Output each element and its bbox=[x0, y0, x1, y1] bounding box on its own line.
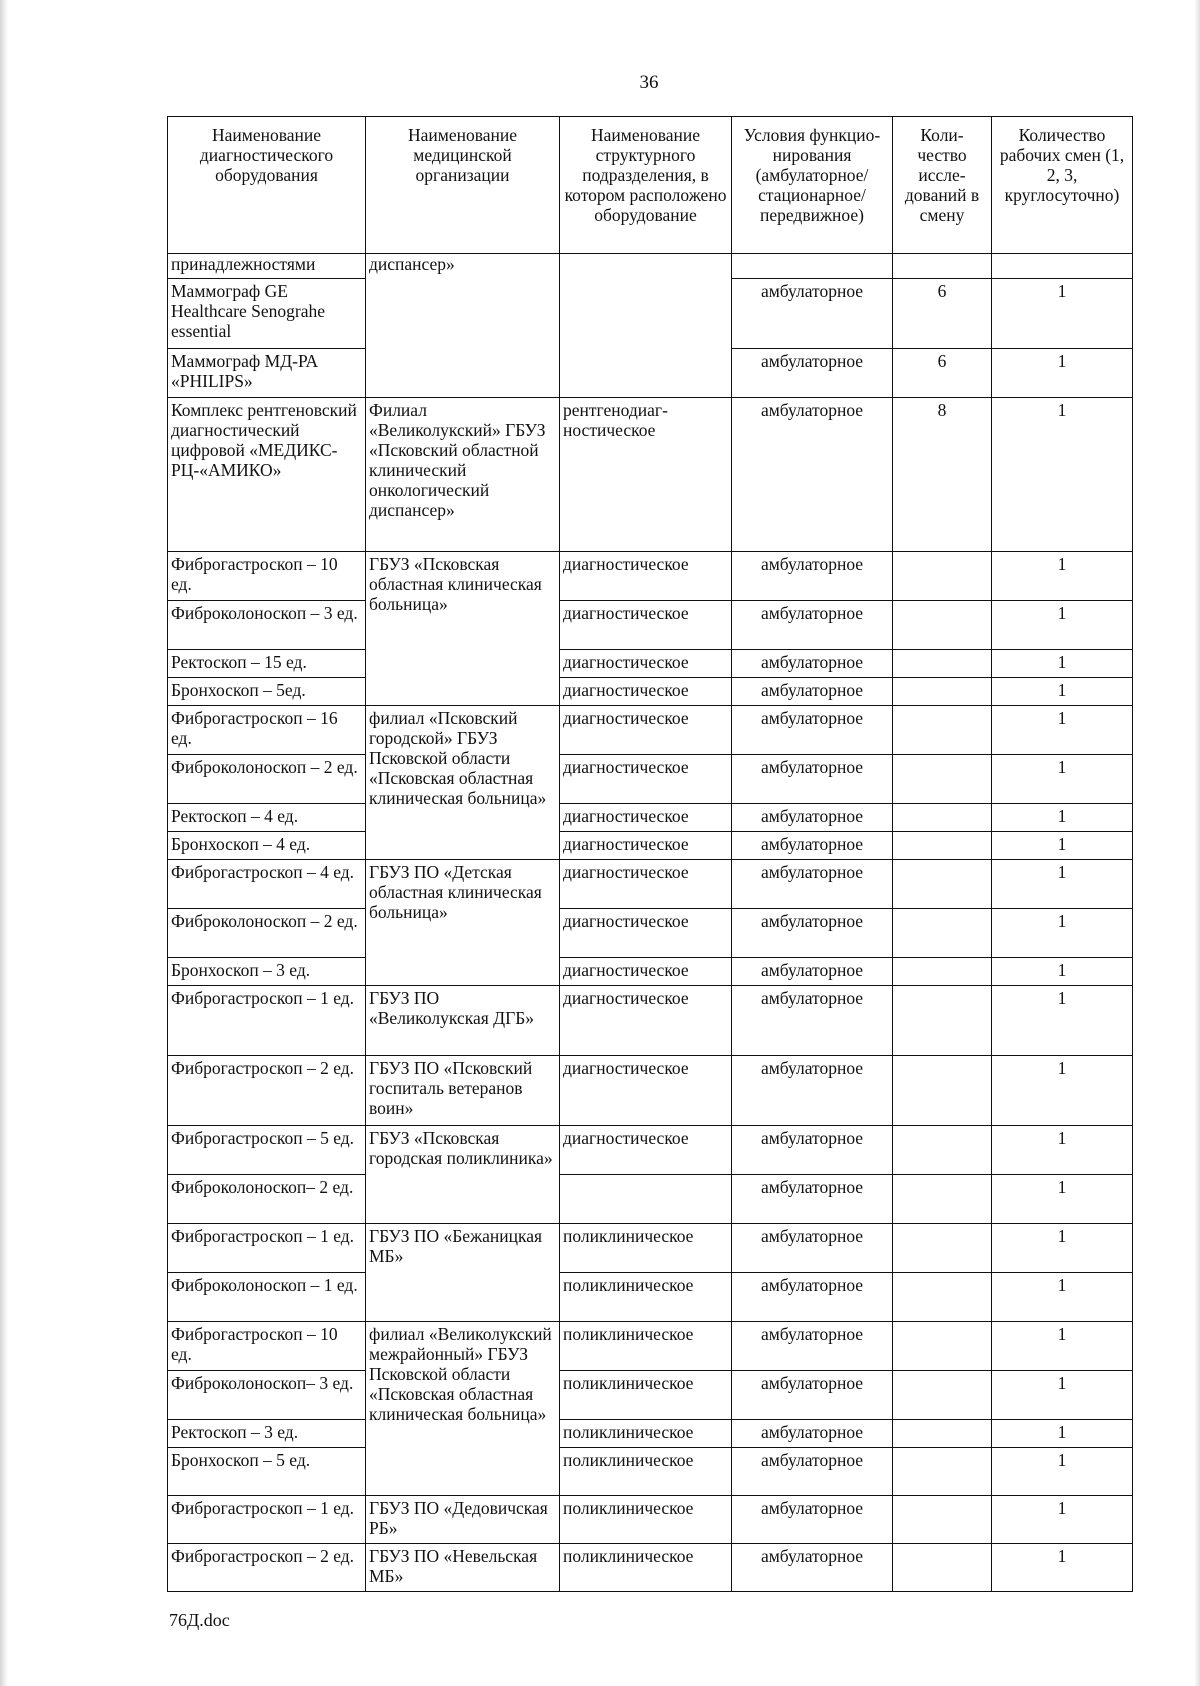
cell-unit: диагностическое bbox=[560, 601, 732, 650]
cell-shifts: 1 bbox=[992, 1496, 1133, 1544]
table-row bbox=[168, 706, 1133, 755]
cell-count bbox=[893, 958, 992, 986]
cell-conditions: амбулаторное bbox=[732, 986, 893, 1056]
cell-shifts: 1 bbox=[992, 1273, 1133, 1322]
cell-unit bbox=[560, 254, 732, 398]
table-row bbox=[168, 678, 1133, 706]
cell-equipment: Ректоскоп – 3 ед. bbox=[168, 1420, 366, 1448]
cell-shifts: 1 bbox=[992, 832, 1133, 860]
cell-equipment: Бронхоскоп – 5ед. bbox=[168, 678, 366, 706]
cell-count bbox=[893, 1224, 992, 1273]
header-shifts: Количество рабочих смен (1, 2, 3, круглосуточно) bbox=[992, 117, 1133, 254]
header-equipment: Наименование диагностического оборудования bbox=[168, 117, 366, 254]
cell-count bbox=[893, 860, 992, 909]
cell-conditions: амбулаторное bbox=[732, 1544, 893, 1592]
cell-organization: филиал «Великолукский межрайонный» ГБУЗ Псковской области «Псковская областная клиническая больница» bbox=[366, 1322, 560, 1496]
table-row bbox=[168, 1126, 1133, 1175]
cell-equipment: Фиброколоноскоп– 2 ед. bbox=[168, 1175, 366, 1224]
cell-conditions: амбулаторное bbox=[732, 1322, 893, 1371]
cell-count bbox=[893, 755, 992, 804]
cell-unit: диагностическое bbox=[560, 650, 732, 678]
cell-conditions: амбулаторное bbox=[732, 650, 893, 678]
cell-conditions: амбулаторное bbox=[732, 1371, 893, 1420]
cell-unit: поликлиническое bbox=[560, 1224, 732, 1273]
cell-equipment: Фиброгастроскоп – 1 ед. bbox=[168, 1496, 366, 1544]
cell-unit: диагностическое bbox=[560, 1126, 732, 1175]
cell-unit: рентгенодиаг-ностическое bbox=[560, 398, 732, 552]
cell-conditions: амбулаторное bbox=[732, 552, 893, 601]
cell-equipment: Фиброколоноскоп– 3 ед. bbox=[168, 1371, 366, 1420]
table-row bbox=[168, 398, 1133, 552]
cell-organization: ГБУЗ «Псковская городская поликлиника» bbox=[366, 1126, 560, 1224]
cell-count bbox=[893, 1126, 992, 1175]
cell-unit: диагностическое bbox=[560, 860, 732, 909]
cell-equipment: Бронхоскоп – 3 ед. bbox=[168, 958, 366, 986]
cell-shifts: 1 bbox=[992, 1322, 1133, 1371]
cell-count bbox=[893, 909, 992, 958]
cell-count bbox=[893, 1448, 992, 1496]
cell-equipment: Фиброгастроскоп – 5 ед. bbox=[168, 1126, 366, 1175]
table-row bbox=[168, 958, 1133, 986]
cell-count bbox=[893, 552, 992, 601]
table-row bbox=[168, 1224, 1133, 1273]
cell-shifts: 1 bbox=[992, 279, 1133, 349]
cell-shifts: 1 bbox=[992, 1371, 1133, 1420]
equipment-table bbox=[167, 116, 1133, 1592]
cell-shifts: 1 bbox=[992, 650, 1133, 678]
cell-conditions: амбулаторное bbox=[732, 1126, 893, 1175]
cell-conditions: амбулаторное bbox=[732, 1273, 893, 1322]
cell-equipment: Фиброколоноскоп – 2 ед. bbox=[168, 755, 366, 804]
cell-equipment: Фиброгастроскоп – 2 ед. bbox=[168, 1544, 366, 1592]
header-conditions: Условия функцио-нирования (амбулаторное/ стационарное/ передвижное) bbox=[732, 117, 893, 254]
cell-conditions: амбулаторное bbox=[732, 1175, 893, 1224]
cell-equipment: Ректоскоп – 15 ед. bbox=[168, 650, 366, 678]
table-row bbox=[168, 1448, 1133, 1496]
cell-equipment: Бронхоскоп – 4 ед. bbox=[168, 832, 366, 860]
cell-organization: диспансер» bbox=[366, 254, 560, 398]
cell-organization: филиал «Псковский городской» ГБУЗ Псковской области «Псковская областная клиническая больница» bbox=[366, 706, 560, 860]
cell-organization: ГБУЗ «Псковская областная клиническая больница» bbox=[366, 552, 560, 706]
cell-organization: ГБУЗ ПО «Бежаницкая МБ» bbox=[366, 1224, 560, 1322]
cell-equipment: Фиброгастроскоп – 1 ед. bbox=[168, 986, 366, 1056]
cell-shifts: 1 bbox=[992, 349, 1133, 398]
cell-equipment: Фиброколоноскоп – 1 ед. bbox=[168, 1273, 366, 1322]
cell-conditions: амбулаторное bbox=[732, 832, 893, 860]
cell-equipment: Фиброколоноскоп – 3 ед. bbox=[168, 601, 366, 650]
cell-count bbox=[893, 1420, 992, 1448]
cell-equipment: Фиброгастроскоп – 4 ед. bbox=[168, 860, 366, 909]
table-row bbox=[168, 909, 1133, 958]
cell-unit bbox=[560, 1175, 732, 1224]
cell-shifts: 1 bbox=[992, 706, 1133, 755]
table-row bbox=[168, 986, 1133, 1056]
cell-unit: диагностическое bbox=[560, 706, 732, 755]
cell-shifts: 1 bbox=[992, 678, 1133, 706]
table-row bbox=[168, 804, 1133, 832]
cell-unit: поликлиническое bbox=[560, 1322, 732, 1371]
cell-unit: поликлиническое bbox=[560, 1496, 732, 1544]
scan-edge-left bbox=[0, 0, 8, 1686]
cell-shifts: 1 bbox=[992, 1175, 1133, 1224]
cell-unit: диагностическое bbox=[560, 1056, 732, 1126]
cell-count bbox=[893, 804, 992, 832]
cell-organization: ГБУЗ ПО «Детская областная клиническая больница» bbox=[366, 860, 560, 986]
cell-shifts bbox=[992, 254, 1133, 279]
cell-conditions: амбулаторное bbox=[732, 804, 893, 832]
table-row bbox=[168, 1496, 1133, 1544]
cell-unit: диагностическое bbox=[560, 804, 732, 832]
cell-conditions: амбулаторное bbox=[732, 601, 893, 650]
cell-unit: диагностическое bbox=[560, 986, 732, 1056]
cell-equipment: Маммограф GE Healthcare Senograhe essential bbox=[168, 279, 366, 349]
cell-equipment: Фиброгастроскоп – 10 ед. bbox=[168, 552, 366, 601]
cell-conditions: амбулаторное bbox=[732, 1420, 893, 1448]
cell-conditions: амбулаторное bbox=[732, 909, 893, 958]
cell-organization: ГБУЗ ПО «Псковский госпиталь ветеранов воин» bbox=[366, 1056, 560, 1126]
cell-shifts: 1 bbox=[992, 1448, 1133, 1496]
cell-conditions: амбулаторное bbox=[732, 398, 893, 552]
cell-shifts: 1 bbox=[992, 398, 1133, 552]
table-row bbox=[168, 601, 1133, 650]
table-header-row bbox=[168, 117, 1133, 254]
table-row bbox=[168, 1544, 1133, 1592]
header-unit: Наименование структурного подразделения, в котором расположено оборудование bbox=[560, 117, 732, 254]
cell-conditions bbox=[732, 254, 893, 279]
cell-conditions: амбулаторное bbox=[732, 755, 893, 804]
cell-conditions: амбулаторное bbox=[732, 279, 893, 349]
cell-unit: поликлиническое bbox=[560, 1273, 732, 1322]
table-row bbox=[168, 650, 1133, 678]
cell-count bbox=[893, 1371, 992, 1420]
cell-equipment: Маммограф МД-РА «PHILIPS» bbox=[168, 349, 366, 398]
cell-equipment: Фиброколоноскоп – 2 ед. bbox=[168, 909, 366, 958]
cell-unit: диагностическое bbox=[560, 958, 732, 986]
cell-shifts: 1 bbox=[992, 986, 1133, 1056]
cell-count: 8 bbox=[893, 398, 992, 552]
table-row bbox=[168, 1420, 1133, 1448]
table-row bbox=[168, 860, 1133, 909]
cell-unit: поликлиническое bbox=[560, 1420, 732, 1448]
cell-conditions: амбулаторное bbox=[732, 1224, 893, 1273]
cell-shifts: 1 bbox=[992, 1544, 1133, 1592]
cell-unit: поликлиническое bbox=[560, 1448, 732, 1496]
cell-count bbox=[893, 1056, 992, 1126]
cell-equipment: Ректоскоп – 4 ед. bbox=[168, 804, 366, 832]
table-row bbox=[168, 1056, 1133, 1126]
cell-unit: диагностическое bbox=[560, 909, 732, 958]
cell-shifts: 1 bbox=[992, 804, 1133, 832]
cell-count: 6 bbox=[893, 279, 992, 349]
cell-conditions: амбулаторное bbox=[732, 678, 893, 706]
cell-shifts: 1 bbox=[992, 860, 1133, 909]
cell-equipment: Фиброгастроскоп – 10 ед. bbox=[168, 1322, 366, 1371]
cell-conditions: амбулаторное bbox=[732, 1056, 893, 1126]
cell-count bbox=[893, 1544, 992, 1592]
footer-filename: 76Д.doc bbox=[169, 1610, 230, 1630]
cell-shifts: 1 bbox=[992, 958, 1133, 986]
cell-equipment: Фиброгастроскоп – 2 ед. bbox=[168, 1056, 366, 1126]
cell-conditions: амбулаторное bbox=[732, 1496, 893, 1544]
cell-unit: диагностическое bbox=[560, 755, 732, 804]
cell-shifts: 1 bbox=[992, 1224, 1133, 1273]
cell-equipment: Бронхоскоп – 5 ед. bbox=[168, 1448, 366, 1496]
table-row bbox=[168, 1371, 1133, 1420]
header-count: Коли-чество иссле-дований в смену bbox=[893, 117, 992, 254]
cell-conditions: амбулаторное bbox=[732, 1448, 893, 1496]
cell-count bbox=[893, 706, 992, 755]
cell-count bbox=[893, 1273, 992, 1322]
table-row bbox=[168, 832, 1133, 860]
table-row bbox=[168, 1273, 1133, 1322]
cell-count bbox=[893, 650, 992, 678]
cell-unit: диагностическое bbox=[560, 678, 732, 706]
cell-count bbox=[893, 986, 992, 1056]
cell-shifts: 1 bbox=[992, 1126, 1133, 1175]
cell-count bbox=[893, 1322, 992, 1371]
cell-shifts: 1 bbox=[992, 755, 1133, 804]
page-number: 36 bbox=[639, 72, 659, 93]
cell-unit: поликлиническое bbox=[560, 1544, 732, 1592]
table-row bbox=[168, 552, 1133, 601]
cell-count bbox=[893, 1175, 992, 1224]
cell-count bbox=[893, 601, 992, 650]
cell-unit: диагностическое bbox=[560, 832, 732, 860]
cell-organization: ГБУЗ ПО «Дедовичская РБ» bbox=[366, 1496, 560, 1544]
cell-conditions: амбулаторное bbox=[732, 706, 893, 755]
cell-conditions: амбулаторное bbox=[732, 958, 893, 986]
cell-count bbox=[893, 254, 992, 279]
cell-conditions: амбулаторное bbox=[732, 349, 893, 398]
cell-shifts: 1 bbox=[992, 601, 1133, 650]
cell-organization: ГБУЗ ПО «Невельская МБ» bbox=[366, 1544, 560, 1592]
cell-count bbox=[893, 678, 992, 706]
table-row bbox=[168, 254, 1133, 279]
cell-count bbox=[893, 1496, 992, 1544]
cell-organization: ГБУЗ ПО «Великолукская ДГБ» bbox=[366, 986, 560, 1056]
cell-organization: Филиал «Великолукский» ГБУЗ «Псковский областной клинический онкологический диспансер» bbox=[366, 398, 560, 552]
cell-equipment: Фиброгастроскоп – 1 ед. bbox=[168, 1224, 366, 1273]
table-row bbox=[168, 1322, 1133, 1371]
cell-shifts: 1 bbox=[992, 552, 1133, 601]
cell-shifts: 1 bbox=[992, 909, 1133, 958]
cell-conditions: амбулаторное bbox=[732, 860, 893, 909]
cell-equipment: Фиброгастроскоп – 16 ед. bbox=[168, 706, 366, 755]
cell-count bbox=[893, 832, 992, 860]
cell-count: 6 bbox=[893, 349, 992, 398]
cell-equipment: принадлежностями bbox=[168, 254, 366, 279]
header-organization: Наименование медицинской организации bbox=[366, 117, 560, 254]
cell-shifts: 1 bbox=[992, 1420, 1133, 1448]
cell-unit: поликлиническое bbox=[560, 1371, 732, 1420]
cell-equipment: Комплекс рентгеновский диагностический цифровой «МЕДИКС-РЦ-«АМИКО» bbox=[168, 398, 366, 552]
cell-unit: диагностическое bbox=[560, 552, 732, 601]
table-row bbox=[168, 1175, 1133, 1224]
cell-shifts: 1 bbox=[992, 1056, 1133, 1126]
table-row bbox=[168, 755, 1133, 804]
scan-edge-right bbox=[1194, 0, 1200, 1686]
